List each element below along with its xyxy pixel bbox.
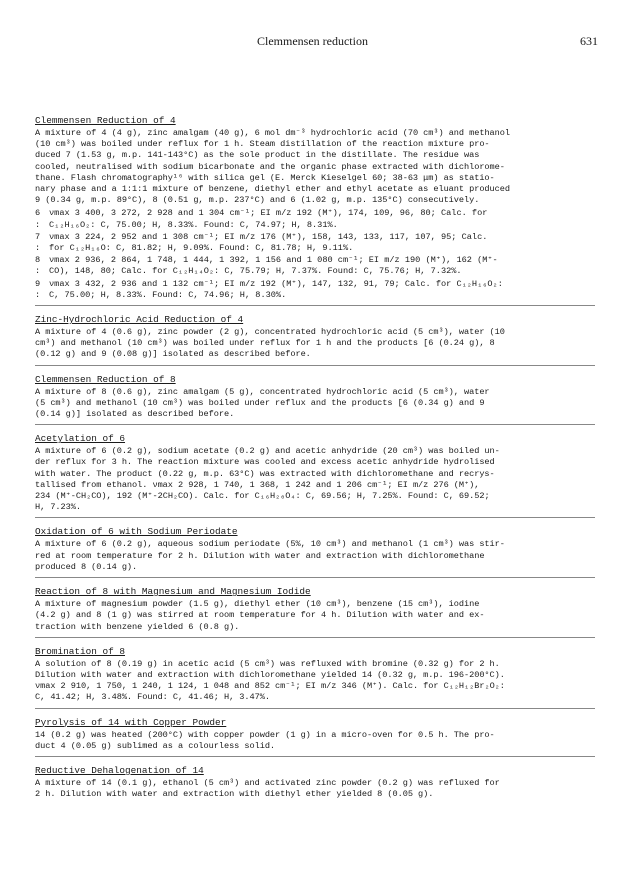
section-paragraph: A mixture of 4 (4 g), zinc amalgam (40 g), 6 mol dm⁻³ hydrochloric acid (70 cm³) and methanol (10 cm³) was boiled under reflux for 1 h. Steam distillation of the reaction mixture pro- duced 7 (1.53 g, m.p. 141-143°C) as the sole product in the distillate. The residue was cooled, neutralised with sodium bicarbonate and the organic phase extracted with dichlorome- thane. Flash chromatography¹⁶ with silica gel (E. Merck Kieselgel 60; 38-63 μm) as statio- nary phase and a 1:1:1 mixture of benzene, diethyl ether and ethyl acetate as eluant produced 9 (0.34 g, m.p. 89°C), 8 (0.51 g, m.p. 237°C) and 6 (1.02 g, m.p. 135°C) consecutively. (35, 128, 510, 206)
section-divider (35, 305, 595, 306)
section-zinc-hcl-reduction (35, 309, 595, 361)
section-divider (35, 708, 595, 709)
section-paragraph: A mixture of 8 (0.6 g), zinc amalgam (5 g), concentrated hydrochloric acid (5 cm³), water (5 cm³) and methanol (10 cm³) was boiled under reflux and the products [6 (0.34 g) and 9 (0.14 g)] isolated as described before. (35, 386, 490, 420)
spectral-text: νmax 3 400, 3 272, 2 928 and 1 304 cm⁻¹; EI m/z 192 (M⁺), 174, 109, 96, 80; Calc. for C₁₂H₁₆O₂: C, 75.00; H, 8.33%. Found: C, 74.97; H, 8.31%. (49, 208, 488, 230)
compound-label: 8 : (35, 255, 41, 277)
section-paragraph: A mixture of 14 (0.1 g), ethanol (5 cm³) and activated zinc powder (0.2 g) was refluxed for 2 h. Dilution with water and extraction with diethyl ether yielded 8 (0.05 g). (35, 777, 500, 800)
section-heading: Pyrolysis of 14 with Copper Powder (35, 716, 227, 728)
section-paragraph: A solution of 8 (0.19 g) in acetic acid (5 cm³) was refluxed with bromine (0.32 g) for 2 h. Dilution with water and extraction with dichloromethane yielded 14 (0.32 g, m.p. 196-200°C). νmax 2 910, 1 750, 1 240, 1 124, 1 048 and 852 cm⁻¹; EI m/z 346 (M⁺). Calc. for C₁₂H₁₂Br₂O₂: C, 41.42; H, 3.48%. Found: C, 41.46; H, 3.47%. (35, 658, 505, 703)
section-paragraph: 14 (0.2 g) was heated (200°C) with copper powder (1 g) in a micro-oven for 0.5 h. The pro- duct 4 (0.05 g) sublimed as a colourless solid. (35, 729, 495, 751)
spectral-entry (35, 255, 595, 277)
experimental-body (35, 110, 595, 804)
spectral-text: νmax 3 432, 2 936 and 1 132 cm⁻¹; EI m/z 192 (M⁺), 147, 132, 91, 79; Calc. for C₁₂H₁₆O₂: C, 75.00; H, 8.33%. Found: C, 74.96; H, 8.30%. (49, 278, 503, 300)
section-paragraph: A mixture of 6 (0.2 g), aqueous sodium periodate (5%, 10 cm³) and methanol (1 cm³) was stir- red at room temperature for 2 h. Dilution with water and extraction with dichloromethane produced 8 (0.14 g). (35, 539, 505, 572)
section-pyrolysis (35, 712, 595, 752)
section-paragraph: A mixture of 4 (0.6 g), zinc powder (2 g), concentrated hydrochloric acid (5 cm³), water (10 cm³) and methanol (10 cm³) was boiled under reflux for 1 h and the products [6 (0.24 g), 8 (0.12 g) and 9 (0.08 g)] isolated as described before. (35, 327, 505, 360)
section-heading: Reaction of 8 with Magnesium and Magnesium Iodide (35, 586, 311, 598)
section-divider (35, 365, 595, 366)
compound-label: 6 : (35, 208, 41, 230)
spectral-entry (35, 279, 595, 301)
section-clemmensen-4 (35, 110, 595, 301)
section-periodate-oxidation (35, 521, 595, 573)
section-divider (35, 577, 595, 578)
page-number: 631 (580, 34, 598, 48)
section-heading: Zinc-Hydrochloric Acid Reduction of 4 (35, 314, 244, 326)
section-paragraph: A mixture of 6 (0.2 g), sodium acetate (0.2 g) and acetic anhydride (20 cm³) was boiled un- der reflux for 3 h. The reaction mixture was cooled and excess acetic anhydride hydrolised with water. The product (0.22 g, m.p. 63°C) was extracted with dichloromethane and recrys- tallised from ethanol. νmax 2 928, 1 740, 1 368, 1 242 and 1 206 cm⁻¹; EI m/z 276 (M⁺), 234 (M⁺-CH₂CO), 192 (M⁺-2CH₂CO). Calc. for C₁₆H₂₀O₄: C, 69.56; H, 7.25%. Found: C, 69.52; H, 7.23%. (35, 446, 500, 513)
section-heading: Clemmensen Reduction of 8 (35, 373, 176, 385)
section-heading: Clemmensen Reduction of 4 (35, 115, 176, 126)
spectral-text: νmax 3 224, 2 952 and 1 308 cm⁻¹; EI m/z 176 (M⁺), 158, 143, 133, 117, 107, 95; Calc. for C₁₂H₁₆O: C, 81.82; H, 9.09%. Found: C, 81.78; H, 9.11%. (49, 231, 488, 254)
section-acetylation (35, 428, 595, 513)
section-heading: Reductive Dehalogenation of 14 (35, 764, 204, 776)
section-divider (35, 424, 595, 425)
spectral-data-list (35, 208, 595, 301)
section-heading: Oxidation of 6 with Sodium Periodate (35, 526, 238, 538)
section-divider (35, 756, 595, 757)
spectral-entry (35, 232, 595, 254)
spectral-text: νmax 2 936, 2 864, 1 748, 1 444, 1 392, 1 156 and 1 080 cm⁻¹; EI m/z 190 (M⁺), 162 (M⁺- CO), 148, 80; Calc. for C₁₂H₁₄O₂: C, 75.79; H, 7.37%. Found: C, 75.76; H, 7.32%. (49, 255, 498, 277)
section-paragraph: A mixture of magnesium powder (1.5 g), diethyl ether (10 cm³), benzene (15 cm³), iodine (4.2 g) and 8 (1 g) was stirred at room temperature for 4 h. Dilution with water and ex- traction with benzene yielded 6 (0.8 g). (35, 599, 485, 632)
section-bromination (35, 641, 595, 704)
section-heading: Bromination of 8 (35, 645, 126, 657)
spectral-entry (35, 208, 595, 230)
compound-label: 9 : (35, 278, 41, 300)
section-divider (35, 637, 595, 638)
running-title: Clemmensen reduction (257, 34, 368, 48)
section-heading: Acetylation of 6 (35, 433, 126, 445)
section-divider (35, 517, 595, 518)
compound-label: 7 : (35, 231, 41, 254)
section-clemmensen-8 (35, 369, 595, 421)
section-magnesium-reaction (35, 581, 595, 633)
running-header (0, 34, 625, 54)
section-dehalogenation (35, 760, 595, 800)
